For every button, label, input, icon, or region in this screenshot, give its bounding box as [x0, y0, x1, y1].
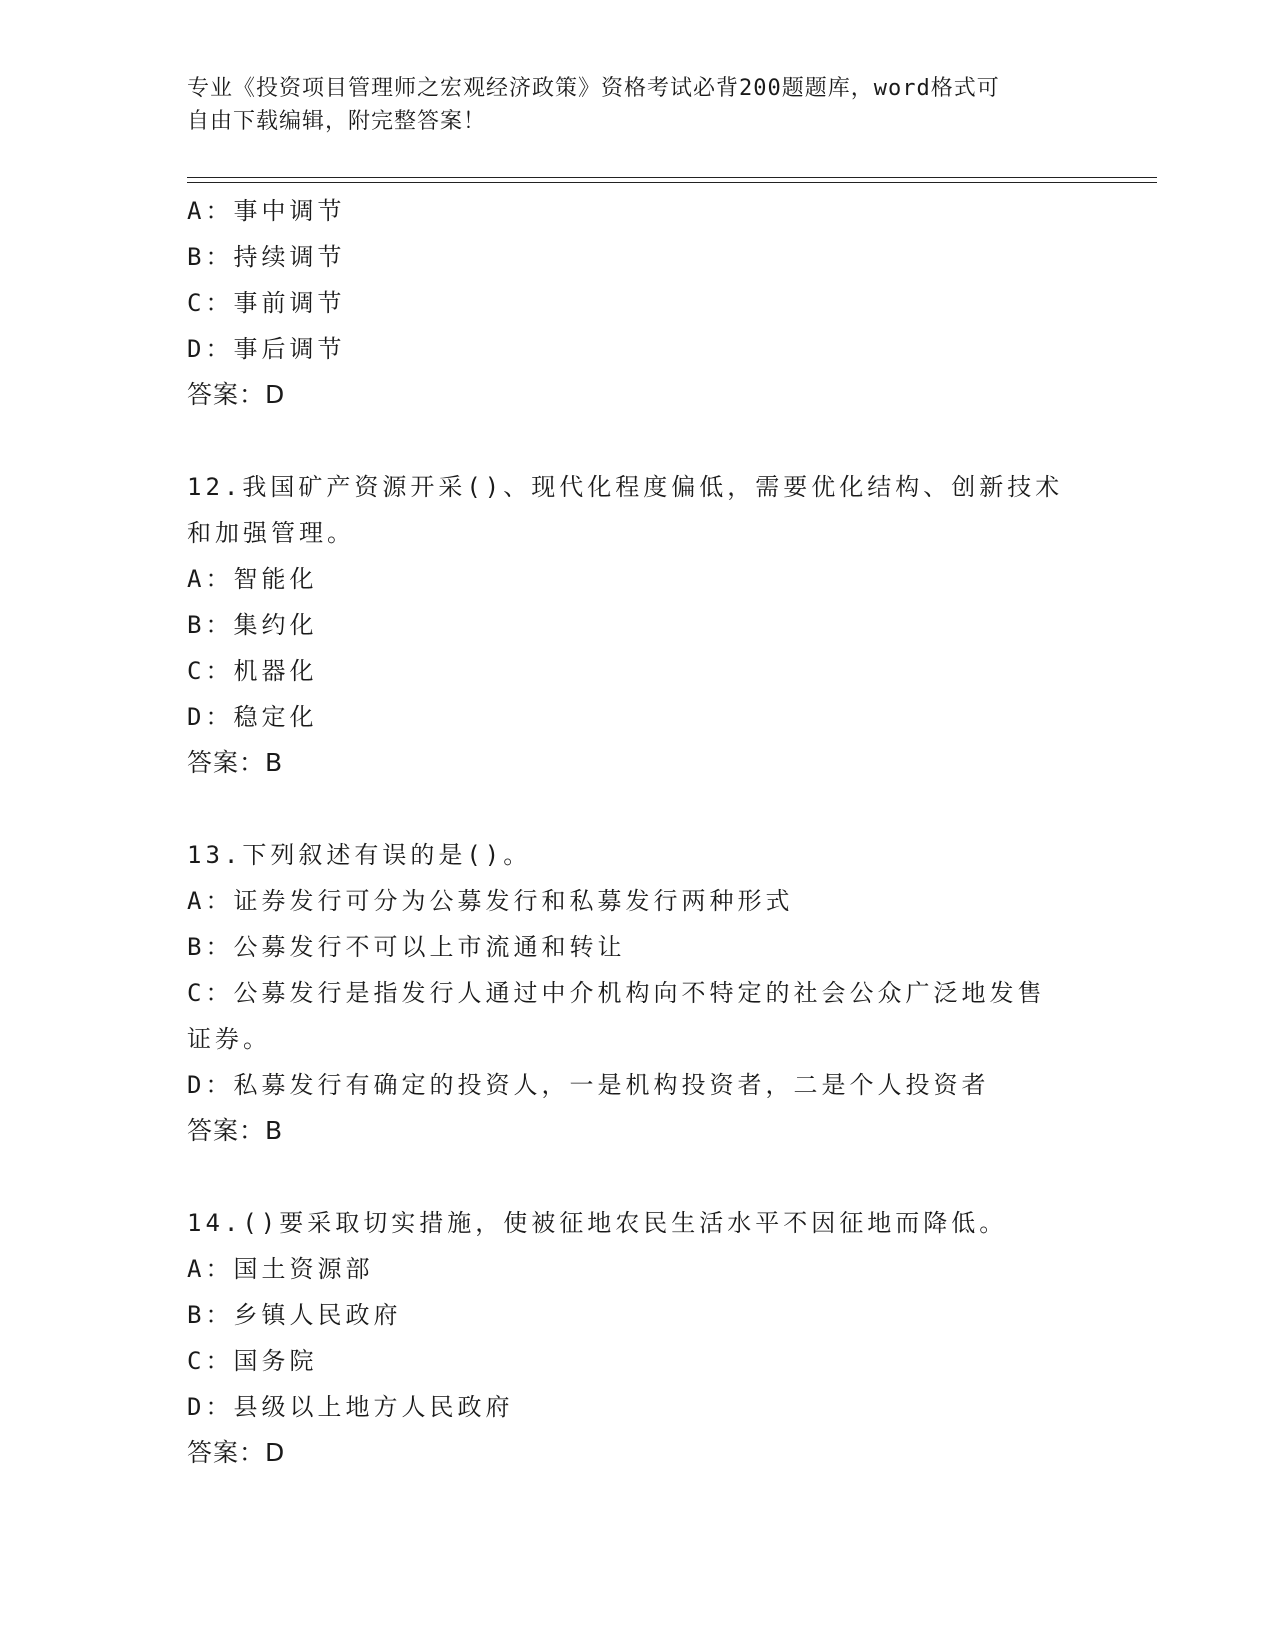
option-a: A：证券发行可分为公募发行和私募发行两种形式	[187, 887, 794, 915]
answer: 答案：B	[187, 1116, 284, 1145]
option-a: A：智能化	[187, 565, 318, 593]
question-list	[187, 188, 1087, 1476]
header-line-1: 专业《投资项目管理师之宏观经济政策》资格考试必背200题题库，word格式可	[187, 76, 1000, 101]
option-b: B：公募发行不可以上市流通和转让	[187, 933, 626, 961]
option-d: D：稳定化	[187, 703, 318, 731]
option-a: A：国土资源部	[187, 1255, 374, 1283]
option-c: C：事前调节	[187, 289, 346, 317]
answer: 答案：D	[187, 1438, 286, 1467]
question-11	[187, 188, 1087, 418]
option-b: B：乡镇人民政府	[187, 1301, 402, 1329]
question-14	[187, 1200, 1087, 1476]
option-c-line-1: C：公募发行是指发行人通过中介机构向不特定的社会公众广泛地发售	[187, 979, 1046, 1007]
option-b: B：集约化	[187, 611, 318, 639]
option-c: C：机器化	[187, 657, 318, 685]
answer: 答案：B	[187, 748, 284, 777]
question-text: 14.()要采取切实措施，使被征地农民生活水平不因征地而降低。	[187, 1209, 1008, 1237]
question-13	[187, 832, 1087, 1154]
option-d: D：县级以上地方人民政府	[187, 1393, 514, 1421]
option-b: B：持续调节	[187, 243, 346, 271]
option-d: D：事后调节	[187, 335, 346, 363]
question-12	[187, 464, 1087, 786]
question-text: 13.下列叙述有误的是()。	[187, 841, 532, 869]
option-c-line-2: 证券。	[187, 1025, 271, 1053]
answer: 答案：D	[187, 380, 286, 409]
header-divider	[187, 177, 1157, 183]
document-header	[187, 72, 1087, 138]
option-d: D：私募发行有确定的投资人，一是机构投资者，二是个人投资者	[187, 1071, 990, 1099]
option-c: C：国务院	[187, 1347, 318, 1375]
question-text-line-1: 12.我国矿产资源开采()、现代化程度偏低，需要优化结构、创新技术	[187, 473, 1064, 501]
header-line-2: 自由下载编辑，附完整答案！	[187, 109, 487, 134]
question-text-line-2: 和加强管理。	[187, 519, 355, 547]
option-a: A：事中调节	[187, 197, 346, 225]
